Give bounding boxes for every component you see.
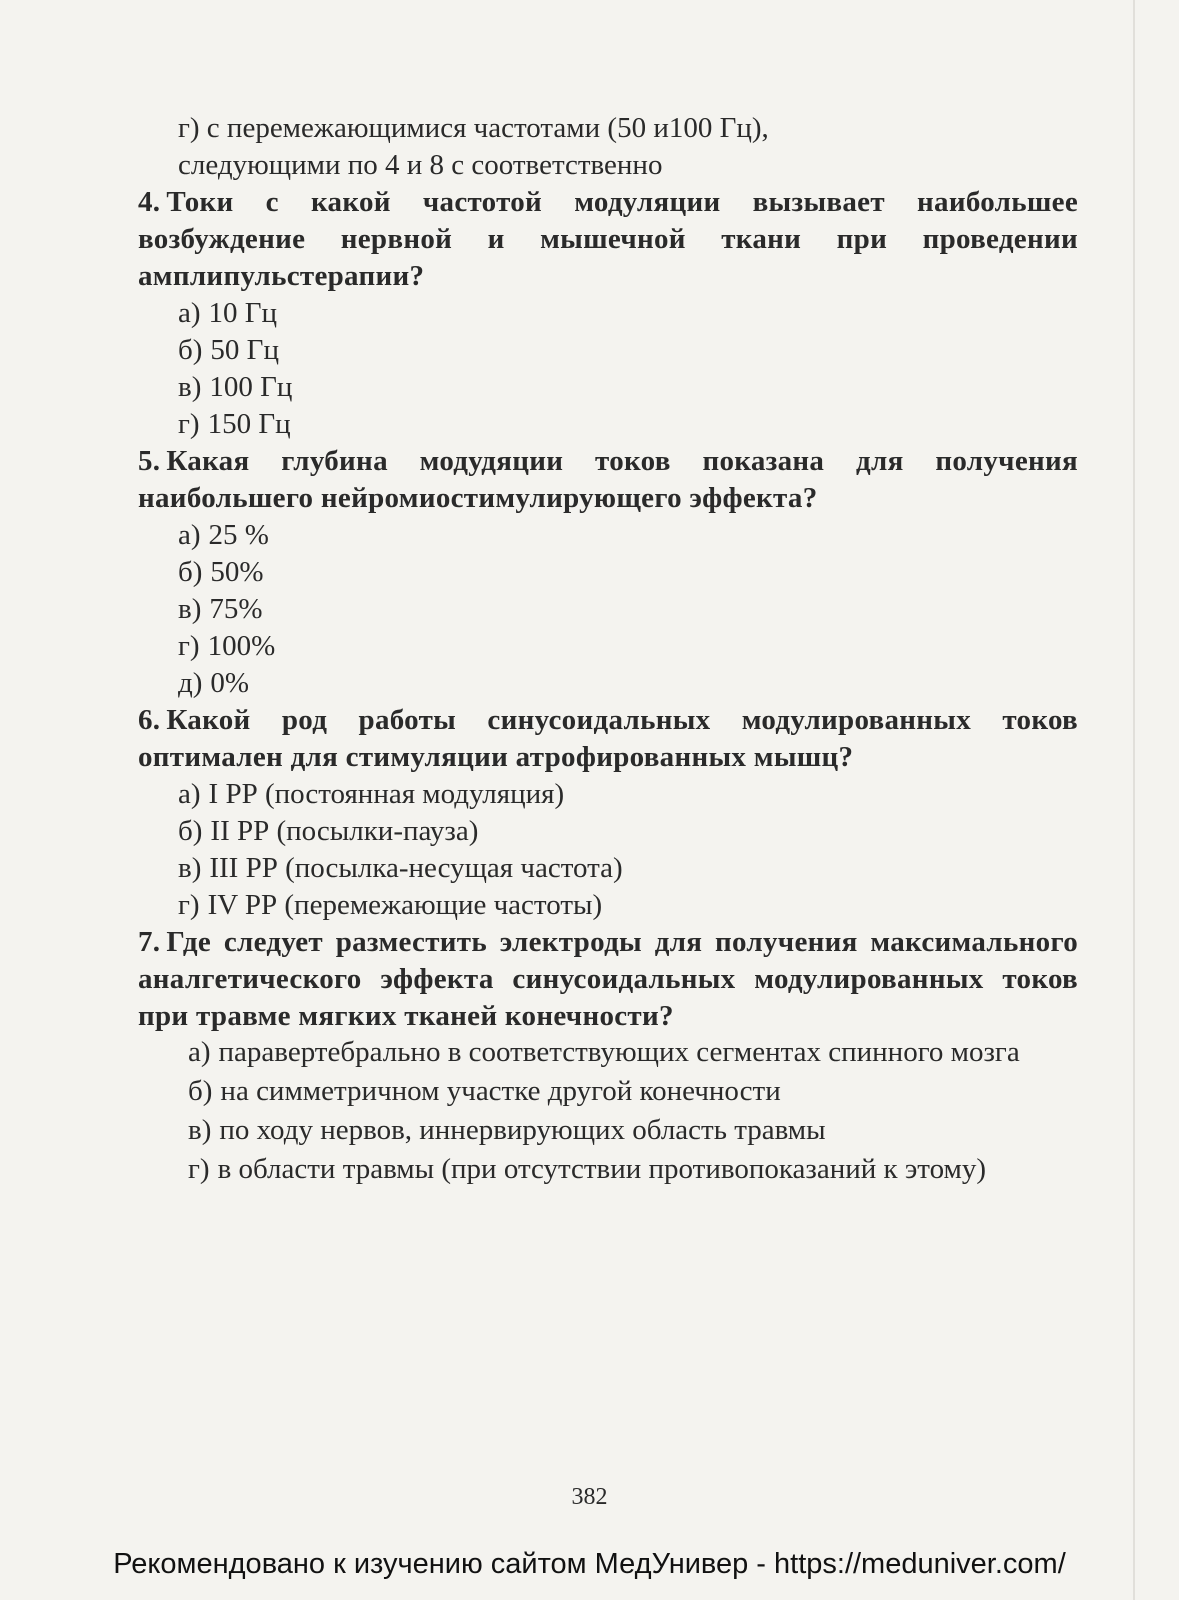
question-text	[138, 924, 1078, 1035]
footer-recommendation: Рекомендовано к изучению сайтом МедУнивер - https://meduniver.com/	[113, 1548, 1066, 1580]
option-letter: а)	[178, 778, 201, 810]
option	[178, 554, 1078, 591]
option	[188, 1074, 1078, 1108]
question-6	[138, 702, 1078, 924]
option-letter: д)	[178, 667, 203, 699]
question-4	[138, 184, 1078, 443]
option-text: III РР (посылка-несущая частота)	[209, 852, 623, 884]
option-text: 100%	[207, 630, 276, 662]
question-text	[138, 443, 1078, 517]
option	[188, 1152, 1078, 1186]
option-text: 100 Гц	[209, 371, 293, 403]
option	[178, 665, 1078, 702]
previous-question-continuation	[178, 110, 1078, 184]
option	[178, 813, 1078, 850]
option-text: IV РР (перемежающие частоты)	[207, 889, 603, 921]
options-list	[178, 776, 1078, 924]
question-text	[138, 184, 1078, 295]
question-body: Где следует разместить электроды для получения максимального аналгетического эффекта синусоидальных модулированных токов при травме мягких тканей конечности?	[138, 926, 1078, 1032]
option-letter: г)	[178, 408, 200, 440]
option-text: 0%	[210, 667, 250, 699]
option-text: 75%	[209, 593, 263, 625]
option-letter: б)	[188, 1075, 213, 1107]
question-7	[138, 924, 1078, 1186]
options-list	[178, 295, 1078, 443]
option-letter: г)	[188, 1153, 210, 1185]
option-text: 10 Гц	[208, 297, 278, 329]
option-text: по ходу нервов, иннервирующих область травмы	[219, 1114, 826, 1146]
option-letter: б)	[178, 815, 203, 847]
option	[178, 887, 1078, 924]
question-5	[138, 443, 1078, 702]
question-body: Какой род работы синусоидальных модулированных токов оптимален для стимуляции атрофированных мышц?	[138, 704, 1078, 773]
option	[178, 332, 1078, 369]
question-body: Какая глубина модудяции токов показана для получения наибольшего нейромиостимулирующего эффекта?	[138, 445, 1078, 514]
question-number: 6.	[138, 704, 161, 736]
option-text: в области травмы (при отсутствии противопоказаний к этому)	[217, 1153, 987, 1185]
option-letter: б)	[178, 334, 203, 366]
question-number: 5.	[138, 445, 161, 477]
option-letter: б)	[178, 556, 203, 588]
option	[178, 517, 1078, 554]
option-text: 25 %	[208, 519, 269, 551]
scan-edge-line	[1133, 0, 1135, 1600]
option-letter: а)	[178, 297, 201, 329]
option-text: 50%	[210, 556, 264, 588]
option	[178, 406, 1078, 443]
continuation-line: следующими по 4 и 8 с соответственно	[178, 149, 663, 181]
option-text: на симметричном участке другой конечности	[220, 1075, 781, 1107]
option	[178, 850, 1078, 887]
question-text	[138, 702, 1078, 776]
options-list	[178, 1035, 1078, 1186]
option-letter: г)	[178, 630, 200, 662]
option-letter: в)	[178, 593, 202, 625]
option	[178, 591, 1078, 628]
option-letter: а)	[188, 1036, 211, 1068]
option-letter: в)	[178, 852, 202, 884]
option-text: 150 Гц	[207, 408, 291, 440]
question-number: 7.	[138, 926, 161, 958]
option-text: паравертебрально в соответствующих сегментах спинного мозга	[218, 1036, 1020, 1068]
option	[178, 776, 1078, 813]
option-letter: в)	[188, 1114, 212, 1146]
option-text: I РР (постоянная модуляция)	[208, 778, 565, 810]
option-letter: г)	[178, 889, 200, 921]
option-text: 50 Гц	[210, 334, 279, 366]
option	[178, 628, 1078, 665]
option-text: II РР (посылки-пауза)	[210, 815, 479, 847]
options-list	[178, 517, 1078, 702]
continuation-line: г) с перемежающимися частотами (50 и100 Гц),	[178, 112, 769, 144]
option-letter: в)	[178, 371, 202, 403]
question-number: 4.	[138, 186, 161, 218]
option	[188, 1035, 1078, 1069]
option	[178, 369, 1078, 406]
option	[178, 295, 1078, 332]
option	[188, 1113, 1078, 1147]
page-content	[138, 110, 1078, 1191]
page-number: 382	[571, 1484, 608, 1510]
question-body: Токи с какой частотой модуляции вызывает наибольшее возбуждение нервной и мышечной ткани при проведении амплипульстерапии?	[138, 186, 1078, 292]
option-letter: а)	[178, 519, 201, 551]
